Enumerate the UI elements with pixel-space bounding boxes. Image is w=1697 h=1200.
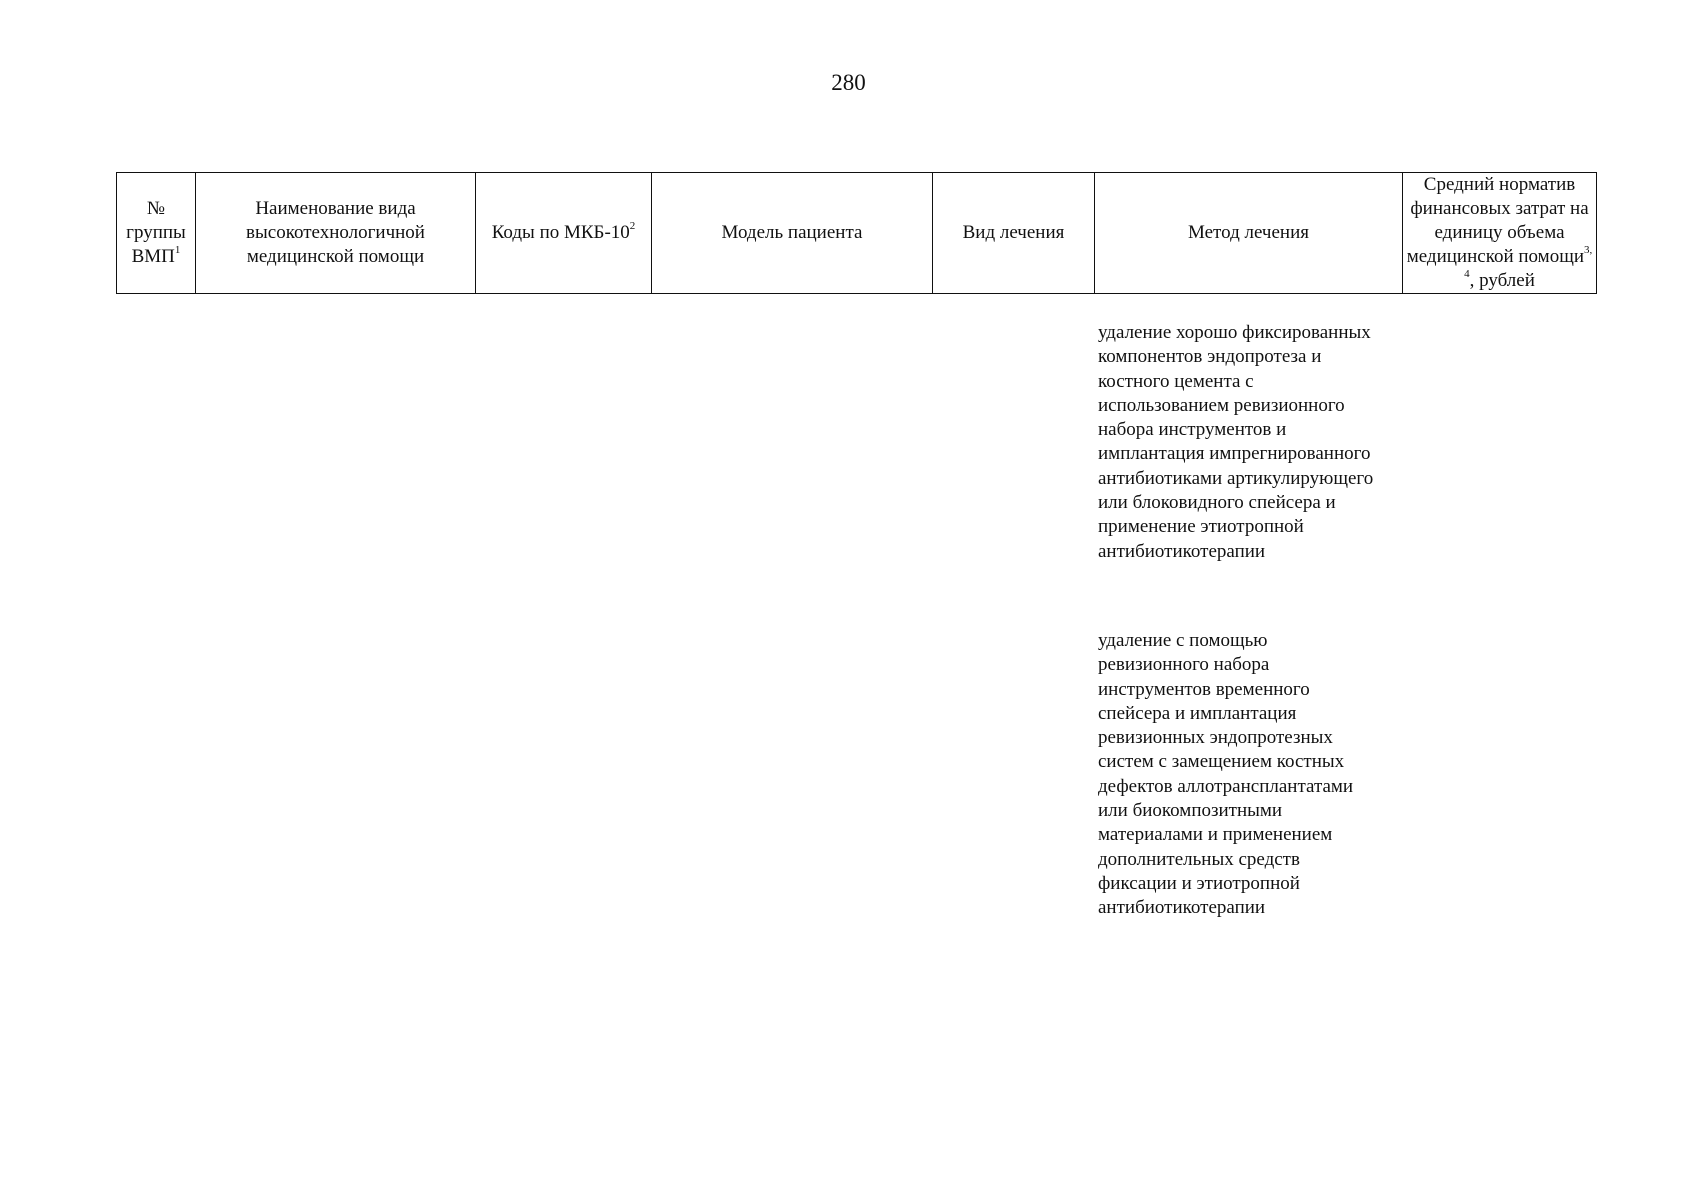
header-group-number — [117, 173, 196, 294]
footnote-marker-2: 2 — [629, 219, 636, 232]
header-treatment-method-label: Метод лечения — [1187, 222, 1309, 243]
header-care-type-name-label: Наименование вида высокотехнологичной медицинской помощи — [246, 198, 425, 267]
header-treatment-type — [933, 173, 1095, 294]
header-patient-model-label: Модель пациента — [721, 222, 863, 243]
treatment-method-entry-1: удаление хорошо фиксированных компонентов эндопротеза и костного цемента с использованием ревизионного набора инструментов и имплантация импрегнированного антибиотиками артикулирующего или блоковидного спейсера и применение этиотропной антибиотикотерапии — [1098, 322, 1374, 562]
treatment-method-entry-2: удаление с помощью ревизионного набора инструментов временного спейсера и имплантация ревизионных эндопротезных систем с замещением костных дефектов аллотрансплантатами или биокомпозитными материалами и применением дополнительных средств фиксации и этиотропной антибиотикотерапии — [1098, 630, 1354, 919]
header-cost-standard — [1403, 173, 1597, 294]
page-number: 280 — [831, 70, 866, 95]
header-icd-codes — [476, 173, 652, 294]
header-treatment-method — [1095, 173, 1403, 294]
header-patient-model — [652, 173, 933, 294]
header-cost-standard-suffix: , рублей — [1469, 270, 1535, 291]
header-care-type-name — [196, 173, 476, 294]
header-treatment-type-label: Вид лечения — [962, 222, 1065, 243]
header-cost-standard-label: Средний норматив финансовых затрат на единицу объема медицинской помощи — [1406, 174, 1589, 267]
table-header — [116, 172, 1597, 294]
footnote-marker-1: 1 — [174, 243, 181, 256]
footnote-marker-3-4: 3, 4 — [1464, 243, 1593, 280]
header-group-number-label: № группы ВМП — [126, 198, 186, 267]
header-icd-codes-label: Коды по МКБ-10 — [491, 222, 630, 243]
